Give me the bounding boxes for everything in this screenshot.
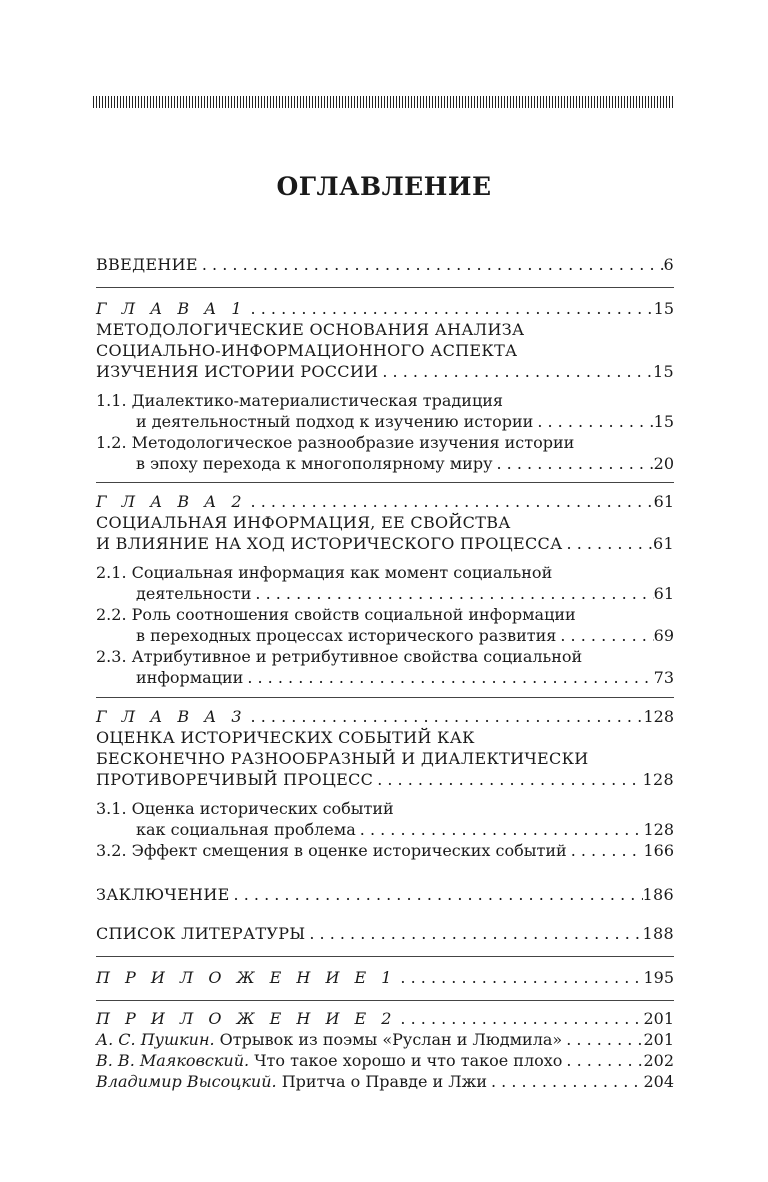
section-title-line: 2.3. Атрибутивное и ретрибутивное свойства социальной (96, 647, 583, 666)
section-title-line: в эпоху перехода к многополярному миру (136, 454, 493, 473)
section-divider (96, 482, 674, 483)
section-divider (96, 1000, 674, 1001)
page-number: 186 (642, 885, 674, 904)
leader-dots (378, 361, 653, 382)
chapter-label: Г Л А В А 3 (96, 707, 247, 726)
section-title-line: как социальная проблема (136, 820, 356, 839)
section-title-line: 1.2. Методологическое разнообразие изучения истории (96, 433, 575, 452)
leader-dots (230, 884, 643, 905)
leader-dots (251, 583, 653, 604)
section-title-line: 2.1. Социальная информация как момент социальной (96, 563, 553, 582)
section-title-line: деятельности (136, 584, 252, 603)
page-number: 15 (653, 362, 674, 381)
leader-dots (305, 923, 642, 944)
leader-dots (396, 967, 643, 988)
leader-dots (198, 254, 664, 275)
appendix-item-title: Что такое хорошо и что такое плохо (254, 1051, 563, 1070)
leader-dots (487, 1071, 643, 1092)
chapter-title-line: ИЗУЧЕНИЯ ИСТОРИИ РОССИИ (96, 362, 379, 381)
leader-dots (556, 625, 653, 646)
leader-dots (562, 1050, 643, 1071)
page-number: 73 (653, 668, 674, 687)
section-title-line: 3.1. Оценка исторических событий (96, 799, 394, 818)
entry-label: ВВЕДЕНИЕ (96, 255, 198, 274)
appendix-label: П Р И Л О Ж Е Н И Е 1 (96, 968, 397, 987)
page-number: 61 (653, 534, 674, 553)
chapter-label: Г Л А В А 2 (96, 492, 247, 511)
page-number: 166 (643, 841, 674, 860)
appendix-item-author: А. С. Пушкин. (96, 1030, 215, 1049)
toc-chapter-1 (96, 298, 674, 474)
leader-dots (562, 1029, 643, 1050)
appendix-item-title: Отрывок из поэмы «Руслан и Людмила» (219, 1030, 563, 1049)
toc-appendix-2 (96, 1008, 674, 1092)
chapter-label: Г Л А В А 1 (96, 299, 247, 318)
page-number: 188 (642, 924, 674, 943)
toc-entry-references (96, 923, 674, 944)
chapter-title-line: ПРОТИВОРЕЧИВЫЙ ПРОЦЕСС (96, 770, 374, 789)
leader-dots (533, 411, 653, 432)
page-number: 6 (663, 255, 674, 274)
page-number: 61 (653, 492, 674, 511)
appendix-item-title: Притча о Правде и Лжи (281, 1072, 487, 1091)
section-divider (96, 956, 674, 957)
entry-label: СПИСОК ЛИТЕРАТУРЫ (96, 924, 306, 943)
entry-label: ЗАКЛЮЧЕНИЕ (96, 885, 230, 904)
page-number: 201 (643, 1009, 674, 1028)
section-title-line: 3.2. Эффект смещения в оценке исторических событий (96, 841, 567, 860)
leader-dots (493, 453, 654, 474)
section-title-line: 1.1. Диалектико-материалистическая традиция (96, 391, 503, 410)
page-number: 128 (642, 770, 674, 789)
chapter-title-line: МЕТОДОЛОГИЧЕСКИЕ ОСНОВАНИЯ АНАЛИЗА (96, 320, 525, 339)
page-number: 20 (653, 454, 674, 473)
toc-entry-introduction (96, 254, 674, 275)
page-number: 128 (643, 707, 674, 726)
appendix-label: П Р И Л О Ж Е Н И Е 2 (96, 1009, 397, 1028)
toc-chapter-2 (96, 491, 674, 688)
section-divider (96, 287, 674, 288)
page-number: 15 (653, 299, 674, 318)
leader-dots (373, 769, 642, 790)
leader-dots (243, 667, 653, 688)
page-number: 201 (643, 1030, 674, 1049)
leader-dots (247, 706, 644, 727)
leader-dots (396, 1008, 643, 1029)
page-number: 128 (643, 820, 674, 839)
page-number: 69 (653, 626, 674, 645)
toc-chapter-3 (96, 706, 674, 861)
leader-dots (356, 819, 644, 840)
chapter-title-line: И ВЛИЯНИЕ НА ХОД ИСТОРИЧЕСКОГО ПРОЦЕССА (96, 534, 563, 553)
chapter-title-line: ОЦЕНКА ИСТОРИЧЕСКИХ СОБЫТИЙ КАК (96, 728, 475, 747)
appendix-item-author: Владимир Высоцкий. (96, 1072, 277, 1091)
section-title-line: в переходных процессах исторического развития (136, 626, 557, 645)
leader-dots (247, 298, 654, 319)
leader-dots (563, 533, 654, 554)
toc-appendix-1 (96, 967, 674, 988)
leader-dots (247, 491, 654, 512)
chapter-title-line: СОЦИАЛЬНАЯ ИНФОРМАЦИЯ, ЕЕ СВОЙСТВА (96, 513, 511, 532)
page-number: 15 (653, 412, 674, 431)
section-title-line: информации (136, 668, 244, 687)
chapter-title-line: СОЦИАЛЬНО-ИНФОРМАЦИОННОГО АСПЕКТА (96, 341, 518, 360)
chapter-title-line: БЕСКОНЕЧНО РАЗНООБРАЗНЫЙ И ДИАЛЕКТИЧЕСКИ (96, 749, 589, 768)
section-divider (96, 697, 674, 698)
page-title: ОГЛАВЛЕНИЕ (276, 172, 492, 201)
page-number: 61 (653, 584, 674, 603)
page-number: 204 (643, 1072, 674, 1091)
header-ornament-rule (93, 96, 675, 108)
page-number: 195 (643, 968, 674, 987)
toc-entry-conclusion (96, 884, 674, 905)
leader-dots (567, 840, 644, 861)
section-title-line: 2.2. Роль соотношения свойств социальной информации (96, 605, 576, 624)
page-number: 202 (643, 1051, 674, 1070)
appendix-item-author: В. В. Маяковский. (96, 1051, 250, 1070)
section-title-line: и деятельностный подход к изучению истории (136, 412, 534, 431)
